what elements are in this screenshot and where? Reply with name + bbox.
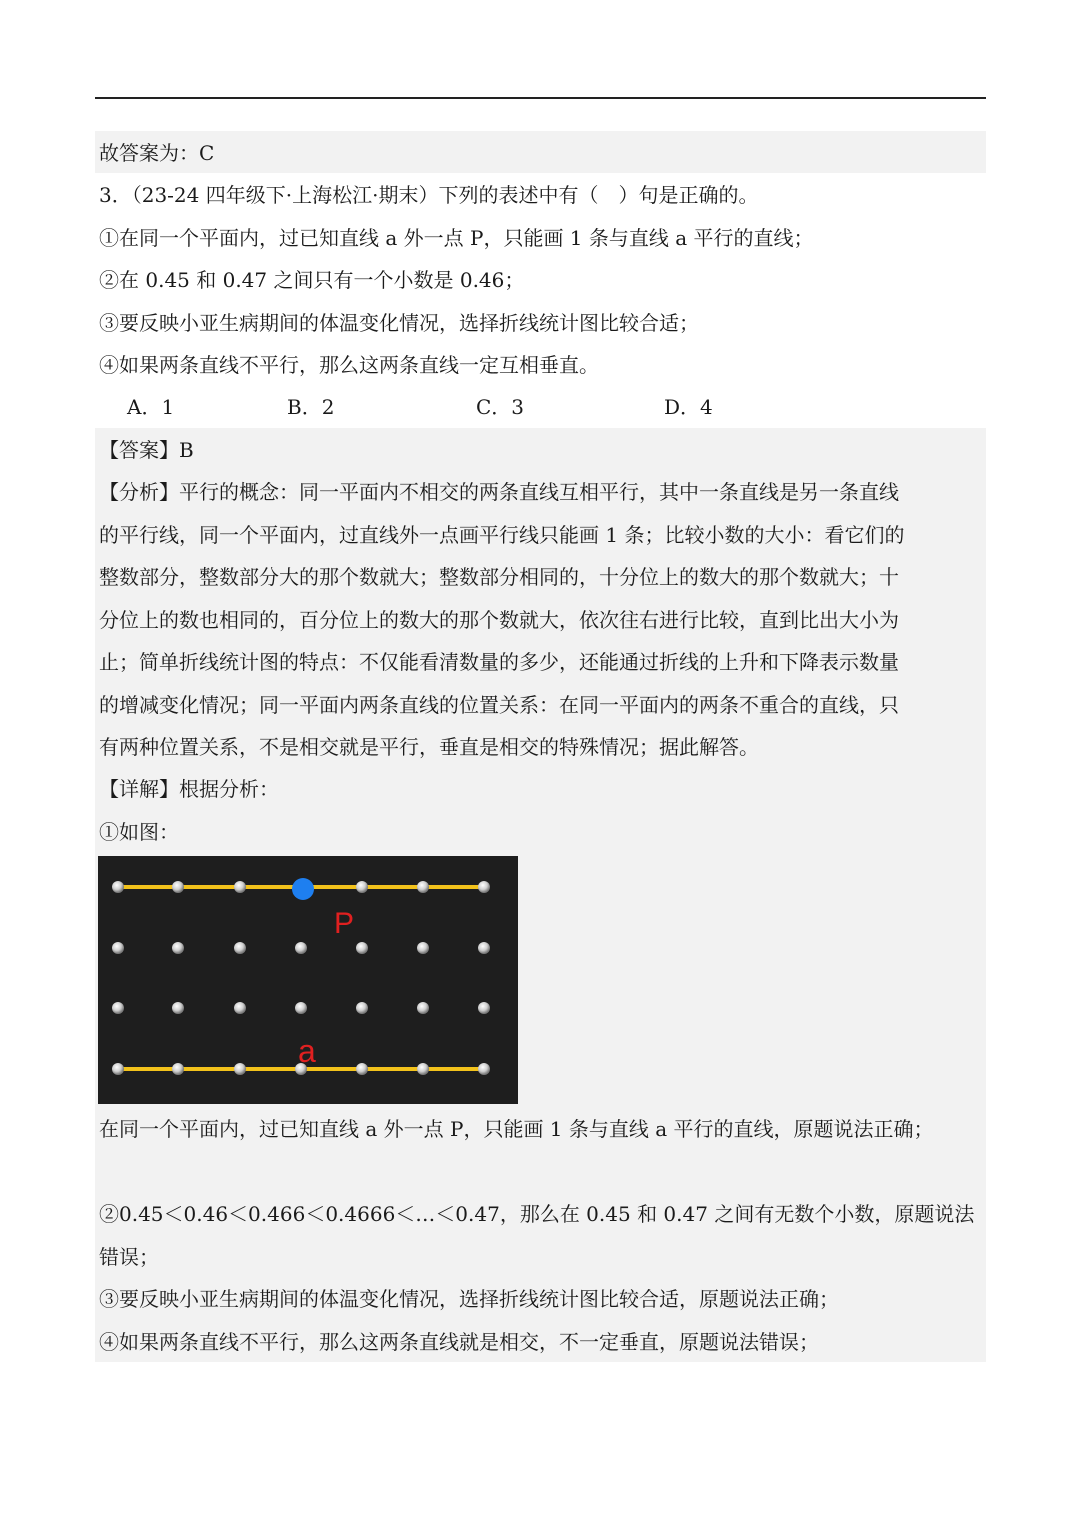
statement-2: ②在 0.45 和 0.47 之间只有一个小数是 0.46；: [99, 268, 525, 292]
question-stem: 3．（23-24 四年级下·上海松江·期末）下列的表述中有（ ）句是正确的。: [99, 183, 759, 207]
peg: [172, 1063, 184, 1075]
line-a-label: a: [298, 1033, 316, 1069]
peg: [478, 881, 490, 893]
analysis-line: 的平行线，同一个平面内，过直线外一点画平行线只能画 1 条；比较小数的大小：看它们的: [99, 523, 905, 547]
peg: [295, 942, 307, 954]
option-c: C．3: [476, 395, 525, 419]
item3-text: ③要反映小亚生病期间的体温变化情况，选择折线统计图比较合适，原题说法正确；: [99, 1287, 839, 1311]
peg: [295, 1002, 307, 1014]
statement-4: ④如果两条直线不平行，那么这两条直线一定互相垂直。: [99, 353, 599, 377]
peg: [356, 942, 368, 954]
statement-3: ③要反映小亚生病期间的体温变化情况，选择折线统计图比较合适；: [99, 311, 699, 335]
peg: [356, 1063, 368, 1075]
option-a: A．1: [127, 395, 175, 419]
answer-line: 【答案】B: [99, 438, 194, 462]
item2-line: 错误；: [99, 1245, 159, 1269]
statement-1: ①在同一个平面内，过已知直线 a 外一点 P，只能画 1 条与直线 a 平行的直线；: [99, 226, 814, 250]
analysis-line: 【分析】平行的概念：同一平面内不相交的两条直线互相平行，其中一条直线是另一条直线: [99, 480, 899, 504]
shaded-block-prev-answer: [95, 131, 986, 173]
peg: [417, 1063, 429, 1075]
prev-answer: 故答案为：C: [99, 141, 215, 165]
peg: [112, 1063, 124, 1075]
analysis-line: 止；简单折线统计图的特点：不仅能看清数量的多少，还能通过折线的上升和下降表示数量: [99, 650, 899, 674]
peg: [234, 881, 246, 893]
item1-text: 在同一个平面内，过已知直线 a 外一点 P，只能画 1 条与直线 a 平行的直线，原题说法正确；: [99, 1117, 934, 1141]
peg: [112, 1002, 124, 1014]
peg: [172, 942, 184, 954]
item2-line: ②0.45＜0.46＜0.466＜0.4666＜…＜0.47，那么在 0.45 和 0.47 之间有无数个小数，原题说法: [99, 1202, 975, 1226]
peg: [356, 881, 368, 893]
item1-intro: ①如图：: [99, 820, 179, 844]
pegboard-figure: [98, 856, 518, 1104]
peg: [234, 1002, 246, 1014]
point-p-marker: [292, 878, 314, 900]
peg: [478, 942, 490, 954]
item4-text: ④如果两条直线不平行，那么这两条直线就是相交，不一定垂直，原题说法错误；: [99, 1330, 819, 1354]
peg: [234, 1063, 246, 1075]
header-rule: [95, 97, 986, 99]
option-d: D．4: [664, 395, 713, 419]
peg: [417, 1002, 429, 1014]
analysis-line: 的增减变化情况；同一平面内两条直线的位置关系：在同一平面内的两条不重合的直线，只: [99, 693, 899, 717]
peg: [234, 942, 246, 954]
detail-title: 【详解】根据分析：: [99, 777, 279, 801]
peg: [112, 942, 124, 954]
peg: [417, 881, 429, 893]
peg: [172, 881, 184, 893]
peg: [478, 1002, 490, 1014]
analysis-line: 整数部分，整数部分大的那个数就大；整数部分相同的，十分位上的数大的那个数就大；十: [99, 565, 899, 589]
analysis-line: 有两种位置关系，不是相交就是平行，垂直是相交的特殊情况；据此解答。: [99, 735, 759, 759]
peg: [417, 942, 429, 954]
pegboard-svg: [98, 856, 518, 1104]
analysis-line: 分位上的数也相同的，百分位上的数大的那个数就大，依次往右进行比较，直到比出大小为: [99, 608, 899, 632]
point-p-label: P: [334, 907, 355, 940]
peg: [356, 1002, 368, 1014]
peg: [112, 881, 124, 893]
option-b: B．2: [287, 395, 335, 419]
peg: [478, 1063, 490, 1075]
peg: [172, 1002, 184, 1014]
